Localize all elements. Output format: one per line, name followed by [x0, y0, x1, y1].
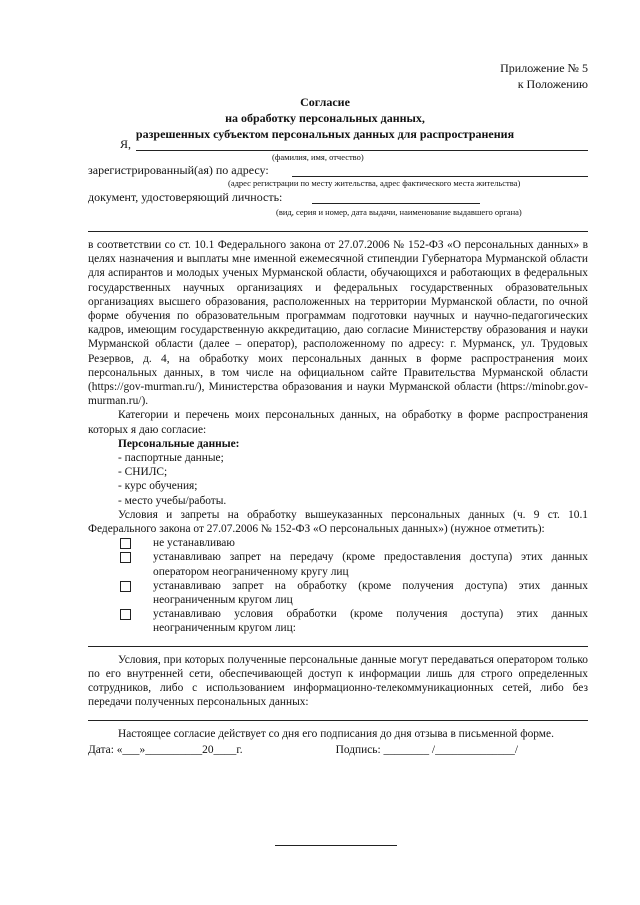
appendix-header [500, 60, 588, 92]
date-field[interactable]: Дата: «___»__________20____г. [88, 743, 243, 756]
title-line-1: Согласие [300, 95, 350, 109]
checkbox-no-restrictions[interactable] [120, 538, 131, 549]
footer-divider [275, 845, 397, 846]
checkbox-transfer-ban[interactable] [120, 552, 131, 563]
address-caption: (адрес регистрации по месту жительства, адрес фактического места жительства) [228, 178, 521, 188]
name-input-line[interactable] [136, 150, 588, 151]
document-label: документ, удостоверяющий личность: [88, 190, 283, 204]
option-no-restrictions-label: не устанавливаю [153, 537, 235, 550]
conditions-paragraph: Условия и запреты на обработку вышеуказанных персональных данных (ч. 9 ст. 10.1 Федерального закона от 27.07.2006 № 152-ФЗ «О персональных данных») (нужное отметить): [88, 508, 588, 536]
document-caption: (вид, серия и номер, дата выдачи, наименование выдавшего органа) [276, 207, 522, 217]
data-item-workplace: - место учебы/работы. [118, 494, 227, 507]
option-processing-ban-label: устанавливаю запрет на обработку (кроме получения доступа) этих данных неограниченным кругом лиц [153, 579, 588, 607]
document-input-line[interactable] [312, 203, 480, 204]
option-transfer-ban-label: устанавливаю запрет на передачу (кроме предоставления доступа) этих данных оператором неограниченному кругу лиц [153, 551, 588, 578]
transfer-conditions-paragraph: Условия, при которых полученные персональные данные могут передаваться оператором только по его внутренней сети, обеспечивающей доступ к информации лишь для строго определенных сотрудников, либо с использованием информационно-телекоммуникационных сетей, либо без передачи полученных персональных данных: [88, 653, 588, 709]
checkbox-processing-conditions[interactable] [120, 609, 131, 620]
option-transfer-ban[interactable] [88, 550, 588, 578]
option-processing-ban[interactable] [88, 579, 588, 607]
document-input-line-2[interactable] [88, 231, 588, 232]
option-processing-conditions-label: устанавливаю условия обработки (кроме получения доступа) этих данных неограниченным кругом лиц: [153, 608, 588, 635]
option-no-restrictions[interactable] [88, 536, 588, 550]
data-item-course: - курс обучения; [118, 480, 198, 493]
name-prefix: Я, [120, 137, 132, 151]
appendix-reference: к Положению [517, 77, 588, 91]
option-processing-conditions[interactable] [88, 607, 588, 635]
signature-row [88, 743, 588, 757]
address-input-line[interactable] [292, 176, 588, 177]
purpose-paragraph: в соответствии со ст. 10.1 Федерального закона от 27.07.2006 № 152-ФЗ «О персональных данных» в целях назначения и выплаты мне именной ежемесячной стипендии Губернатора Мурманской области для аспирантов и молодых ученых Мурманской области, обучающихся и работающих в федеральных государственных научных организациях и федеральных государственных образовательных организациях высшего образования, расположенных на территории Мурманской области, по очной форме обучения по образовательным программам подготовки научных и научно-педагогических кадров, имеющим государственную аккредитацию, даю согласие Министерству образования и науки Мурманской области (далее – оператор), расположенному по адресу: г. Мурманск, ул. Трудовых Резервов, д. 4, на обработку моих персональных данных в форме распространения моих персональных данных, в том числе на официальном сайте Правительства Мурманской области (https://gov-murman.ru/), Министерства образования и науки Мурманской области (https://minobr.gov-murman.ru/). [88, 239, 588, 408]
checkbox-processing-ban[interactable] [120, 581, 131, 592]
personal-data-label: Персональные данные: [118, 437, 240, 450]
appendix-number: Приложение № 5 [500, 61, 588, 75]
categories-paragraph: Категории и перечень моих персональных данных, на обработку в форме распространения которых я даю согласие: [88, 409, 588, 436]
conditions-input-line[interactable] [88, 636, 588, 647]
signature-field[interactable]: Подпись: ________ /______________/ [335, 743, 518, 756]
validity-paragraph: Настоящее согласие действует со дня его подписания до дня отзыва в письменной форме. [118, 727, 554, 740]
consent-body [88, 238, 588, 757]
name-caption: (фамилия, имя, отчество) [272, 152, 364, 162]
document-title [60, 94, 590, 142]
address-label: зарегистрированный(ая) по адресу: [88, 163, 269, 177]
data-item-passport: - паспортные данные; [118, 452, 224, 465]
data-item-snils: - СНИЛС; [118, 466, 168, 479]
title-line-3: разрешенных субъектом персональных данных для распространения [135, 127, 515, 141]
title-line-2: на обработку персональных данных, [225, 111, 425, 125]
transfer-conditions-input-line[interactable] [88, 710, 588, 721]
